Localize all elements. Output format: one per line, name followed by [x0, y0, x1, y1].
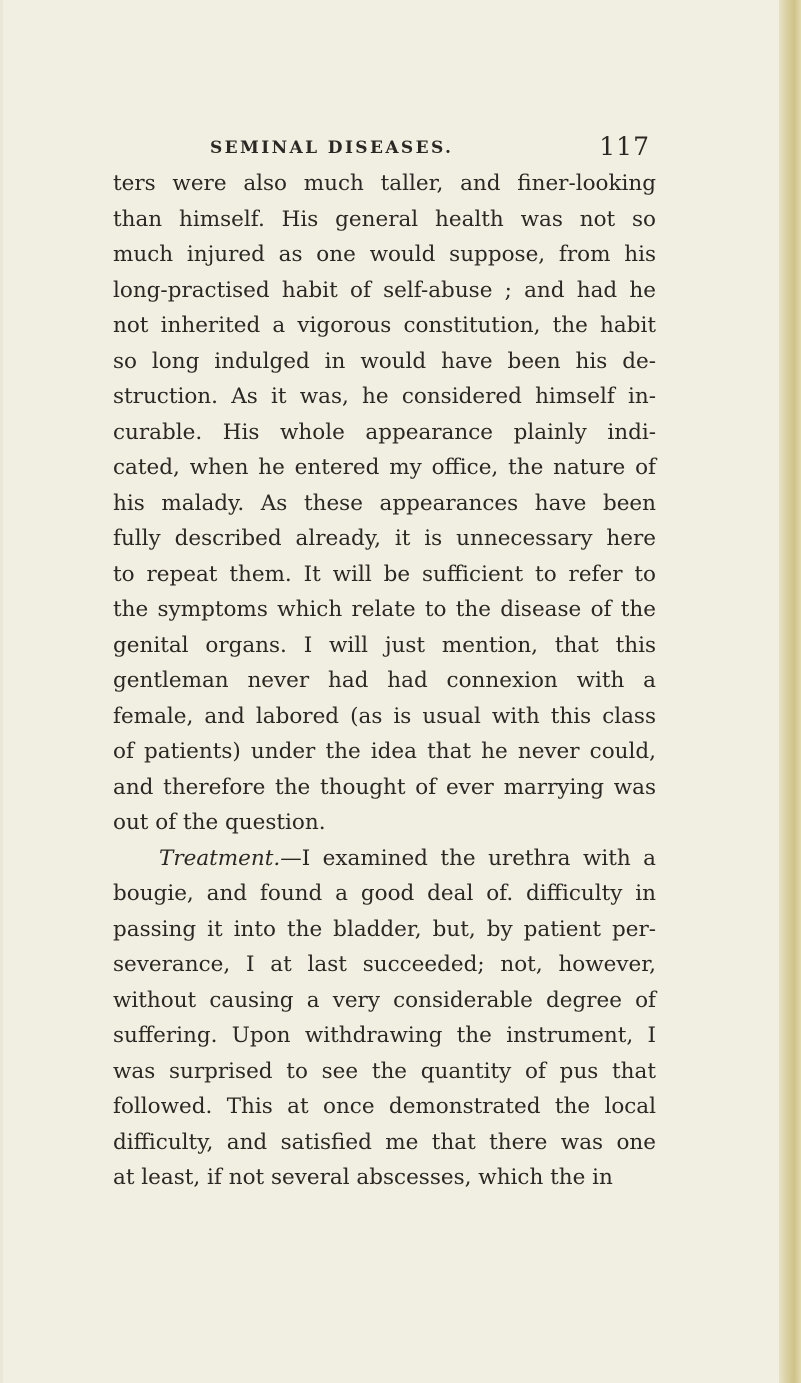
text-line: much injured as one would suppose, from his	[113, 242, 656, 267]
text-line: female, and labored (as is usual with this class	[113, 703, 656, 729]
text-line: followed. This at once demonstrated the local	[113, 1094, 656, 1119]
text-line: out of the question.	[113, 810, 326, 835]
text-line: difficulty, and satisfied me that there was one	[113, 1129, 656, 1155]
text-line: passing it into the bladder, but, by patient per-	[113, 916, 656, 942]
text-line: without causing a very considerable degree of	[113, 987, 656, 1013]
text-line: genital organs. I will just mention, that this	[113, 632, 656, 658]
text-line: ters were also much taller, and finer-looking	[113, 171, 656, 196]
text-line: severance, I at last succeeded; not, however,	[113, 952, 656, 977]
text-line: was surprised to see the quantity of pus that	[113, 1058, 656, 1084]
treatment-first-line	[113, 841, 656, 877]
text-line: at least, if not several abscesses, which the in	[113, 1165, 613, 1190]
page-gutter	[0, 0, 3, 1383]
text-line: struction. As it was, he considered himself in-	[113, 384, 656, 409]
page-edge	[779, 0, 801, 1383]
text-line: not inherited a vigorous constitution, the habit	[113, 313, 656, 338]
text-line: his malady. As these appearances have been	[113, 490, 656, 516]
text-line: gentleman never had had connexion with a	[113, 668, 656, 693]
running-head	[210, 132, 650, 166]
page-number: 117	[599, 132, 650, 161]
text-line: curable. His whole appearance plainly indi-	[113, 419, 656, 445]
text-line: and therefore the thought of ever marrying was	[113, 774, 656, 800]
text-line: suffering. Upon withdrawing the instrument, I	[113, 1023, 656, 1048]
treatment-label: Treatment.	[159, 845, 281, 871]
text-line: so long indulged in would have been his de-	[113, 348, 656, 374]
text-line: long-practised habit of self-abuse ; and had he	[113, 277, 656, 303]
text-line: cated, when he entered my office, the nature of	[113, 455, 656, 480]
text-line: than himself. His general health was not so	[113, 206, 656, 232]
text-line: bougie, and found a good deal of. difficulty in	[113, 881, 656, 906]
text-line: of patients) under the idea that he never could,	[113, 739, 656, 764]
body-text	[113, 166, 656, 1196]
text-line: the symptoms which relate to the disease of the	[113, 597, 656, 622]
treatment-first-rest: —I examined the urethra with a	[280, 845, 656, 871]
text-line: to repeat them. It will be sufficient to refer to	[113, 561, 656, 587]
text-line: fully described already, it is unnecessary here	[113, 526, 656, 551]
running-head-title: SEMINAL DISEASES.	[210, 138, 454, 158]
